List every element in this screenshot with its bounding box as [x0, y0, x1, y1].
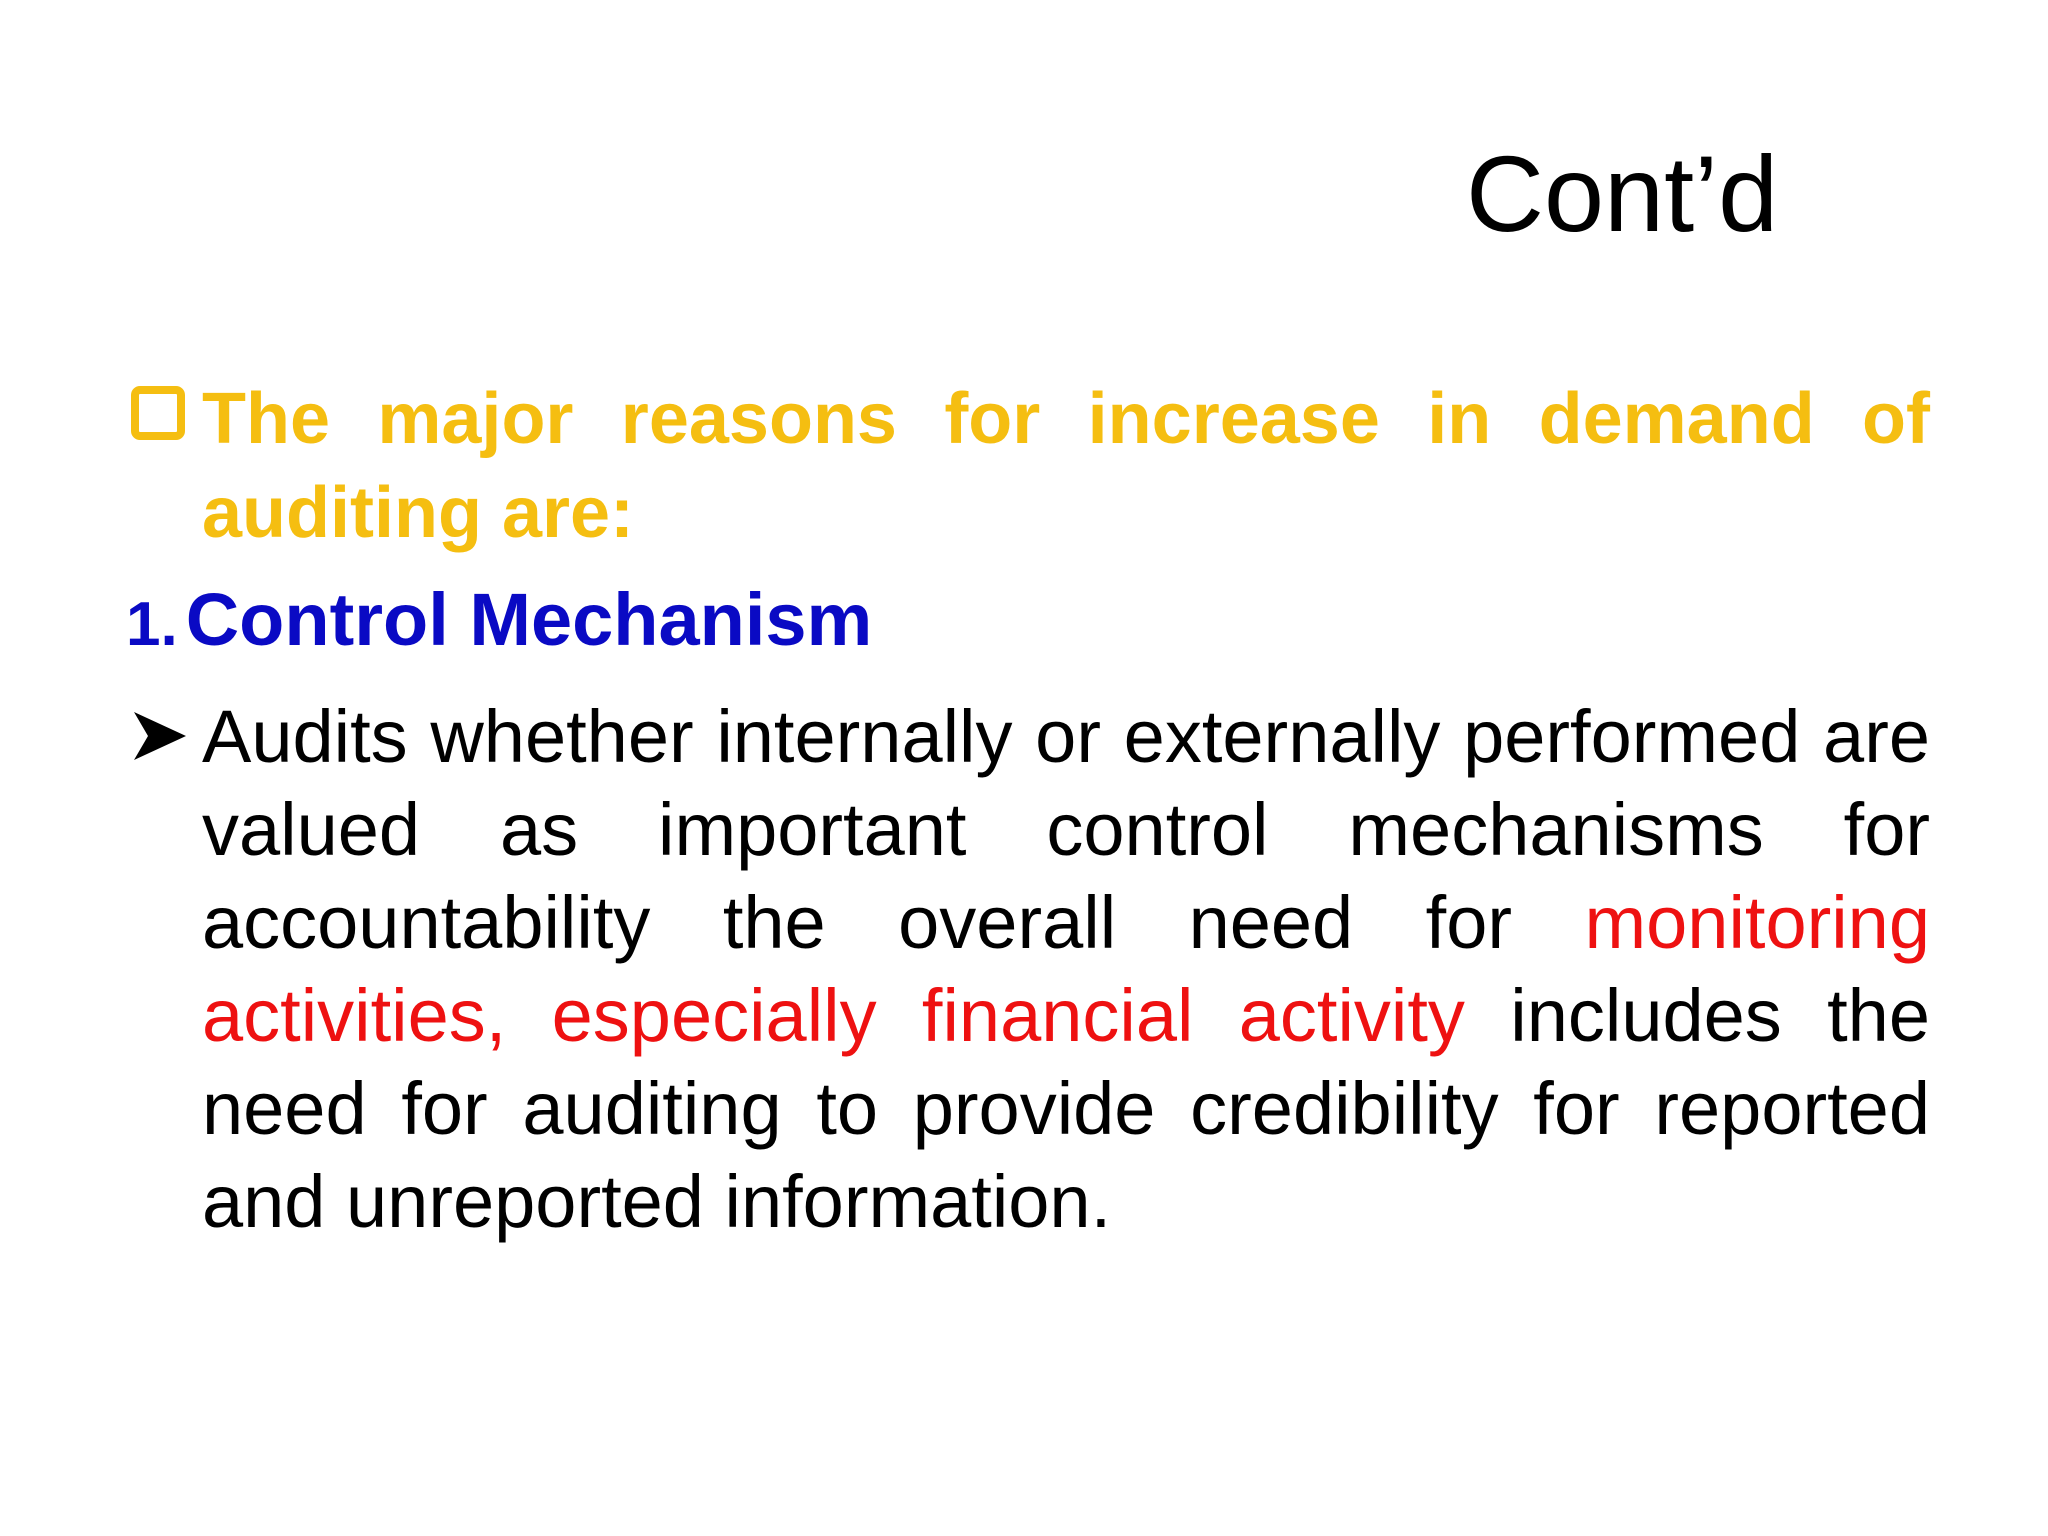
section-label: Control Mechanism [185, 578, 873, 661]
arrowhead-bullet-icon [130, 708, 190, 764]
body-paragraph [202, 690, 1930, 1248]
body-text-end: includes the need for auditing to provide credibility for reported and unreported information. [202, 974, 1930, 1243]
section-number: 1. [126, 590, 178, 659]
heading-text: The major reasons for increase in demand of auditing are: [202, 379, 1930, 553]
heading-bullet [130, 372, 1930, 560]
slide-title: Cont’d [1466, 133, 1779, 254]
section-heading [126, 572, 872, 673]
body-text-start: Audits whether internally or externally performed are valued as important control mechanisms for accountability the overall need for [202, 695, 1930, 964]
body-highlight: monitoring activities, especially financial activity [202, 881, 1930, 1057]
hollow-square-bullet-icon [130, 385, 186, 441]
body-bullet [130, 690, 1930, 1248]
